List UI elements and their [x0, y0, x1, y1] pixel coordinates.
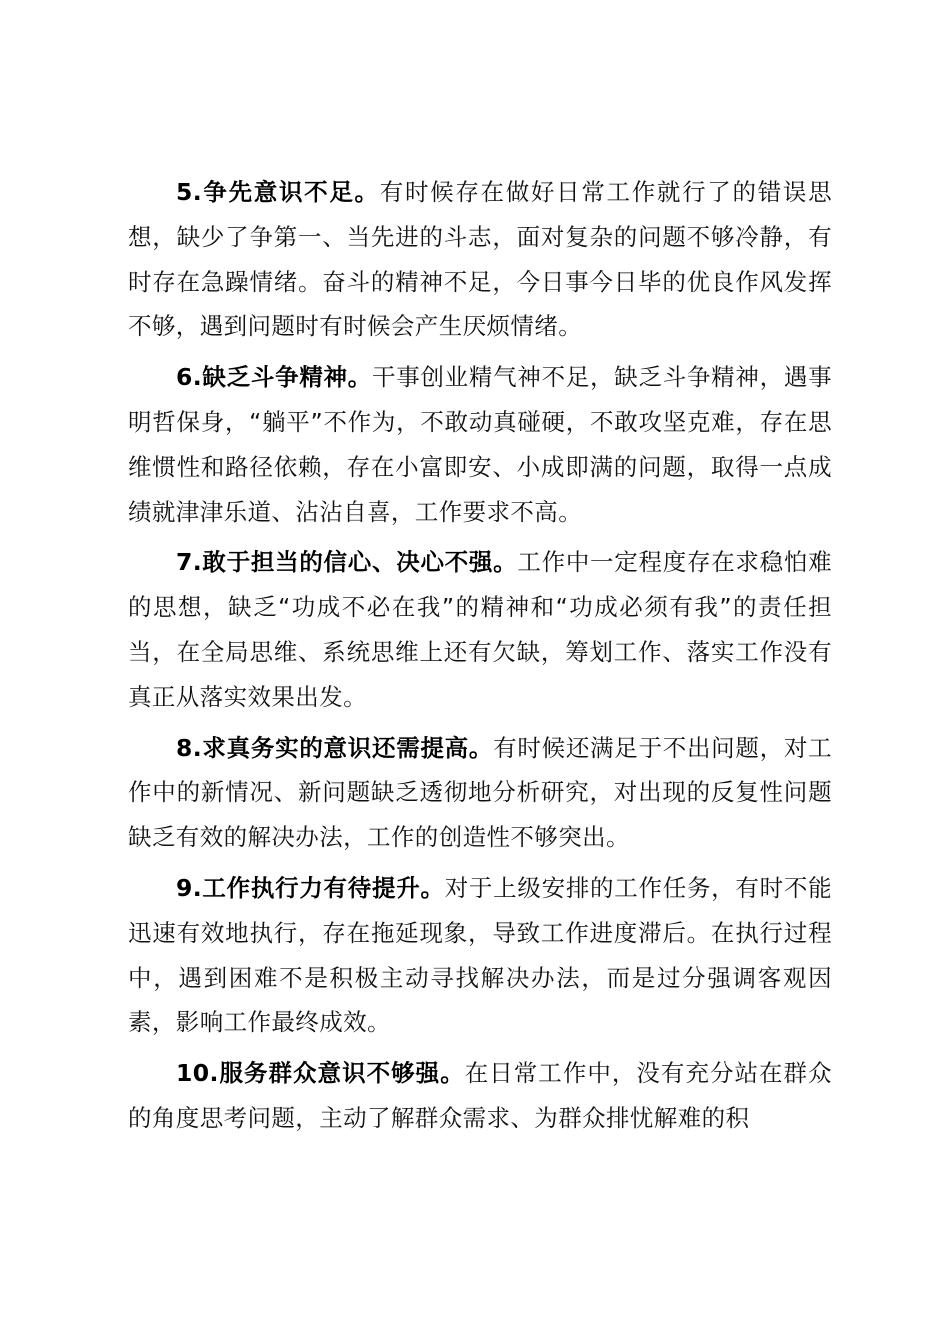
paragraph-7	[128, 540, 832, 719]
paragraph-10-text: 在日常工作中，没有充分站在群众的角度思考问题，主动了解群众需求、为群众排忧解难的积	[128, 1059, 832, 1132]
paragraph-6	[128, 355, 832, 534]
paragraph-8-text: 有时候还满足于不出问题，对工作中的新情况、新问题缺乏透彻地分析研究，对出现的反复性问题缺乏有效的解决办法，工作的创造性不够突出。	[128, 733, 832, 852]
paragraph-5-heading: 5.争先意识不足。	[176, 178, 380, 206]
paragraph-5	[128, 170, 832, 349]
paragraph-6-heading: 6.缺乏斗争精神。	[176, 363, 372, 392]
paragraph-9	[128, 866, 832, 1045]
paragraph-10-heading: 10.服务群众意识不够强。	[176, 1059, 465, 1088]
paragraph-9-heading: 9.工作执行力有待提升。	[176, 873, 445, 902]
paragraph-6-text: 干事创业精气神不足，缺乏斗争精神，遇事明哲保身，“躺平”不作为，不敢动真碰硬，不敢攻坚克难，存在思维惯性和路径依赖，存在小富即安、小成即满的问题，取得一点成绩就津津乐道、沾沾自喜，工作要求不高。	[128, 363, 832, 526]
paragraph-10	[128, 1051, 832, 1141]
paragraph-9-text: 对于上级安排的工作任务，有时不能迅速有效地执行，存在拖延现象，导致工作进度滞后。在执行过程中，遇到困难不是积极主动寻找解决办法，而是过分强调客观因素，影响工作最终成效。	[128, 873, 832, 1037]
paragraph-8	[128, 726, 832, 860]
paragraph-7-text: 工作中一定程度存在求稳怕难的思想，缺乏“功成不必在我”的精神和“功成必须有我”的责任担当，在全局思维、系统思维上还有欠缺，筹划工作、落实工作没有真正从落实效果出发。	[128, 548, 833, 711]
paragraph-5-text: 有时候存在做好日常工作就行了的错误思想，缺少了争第一、当先进的斗志，面对复杂的问题不够冷静，有时存在急躁情绪。奋斗的精神不足，今日事今日毕的优良作风发挥不够，遇到问题时有时候会产生厌烦情绪。	[128, 178, 832, 341]
document-body	[128, 170, 832, 1147]
paragraph-8-heading: 8.求真务实的意识还需提高。	[176, 733, 494, 762]
paragraph-7-heading: 7.敢于担当的信心、决心不强。	[176, 548, 518, 577]
